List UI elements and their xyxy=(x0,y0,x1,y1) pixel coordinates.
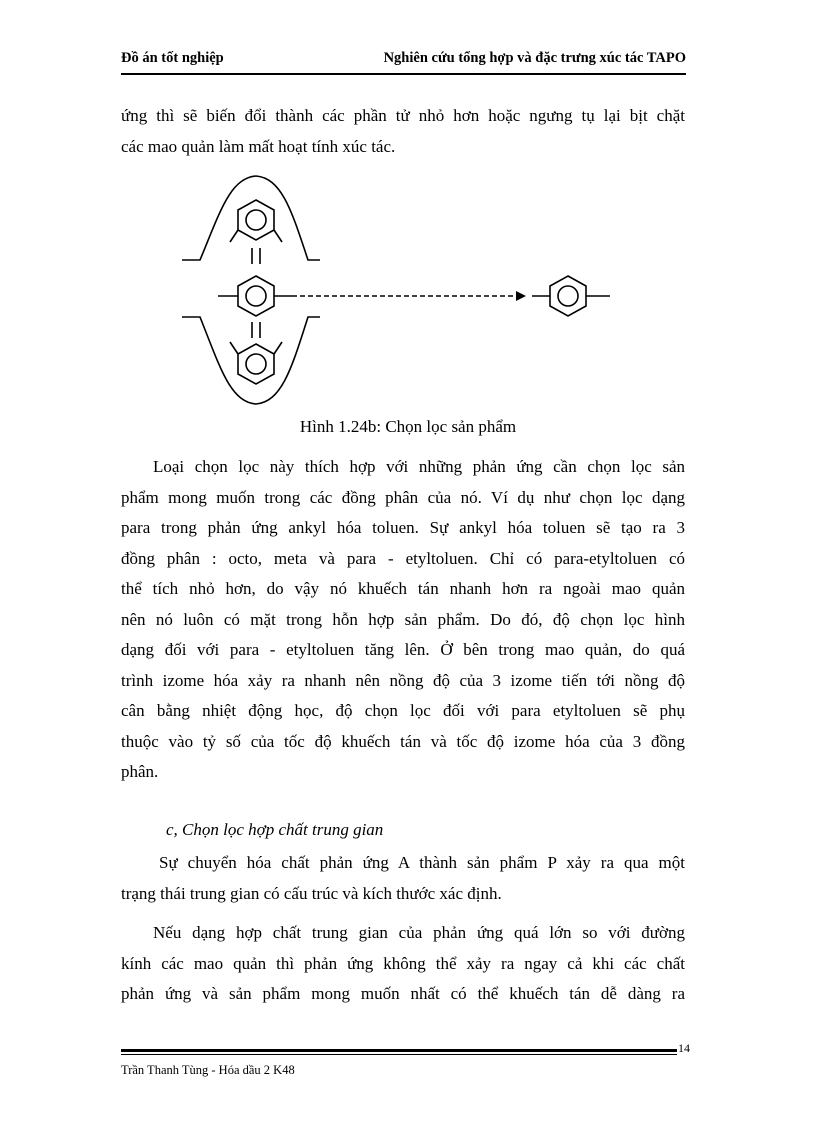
channel-wall-top xyxy=(182,176,320,260)
intro-line-2: các mao quản làm mất hoạt tính xúc tác. xyxy=(121,136,396,156)
para1-line: thể tích nhỏ hơn, do vậy nó khuếch tán nhanh hơn ra ngoài mao quản xyxy=(121,579,685,598)
channel-wall-bottom xyxy=(182,317,320,404)
para1-line: trình izome hóa xảy ra nhanh nên nồng độ của 3 izome tiến tới nồng độ xyxy=(121,670,685,690)
para1-line: phân. xyxy=(121,762,159,781)
para1-line: phẩm mong muốn trong các đồng phân của nó. Ví dụ như chọn lọc dạng xyxy=(121,487,685,507)
para3-line: phản ứng và sản phẩm mong muốn nhất có thể khuếch tán dễ dàng ra xyxy=(121,984,685,1003)
paragraph-intermediate xyxy=(121,848,685,909)
header-right-title: Nghiên cứu tổng hợp và đặc trưng xúc tác TAPO xyxy=(383,50,686,66)
para3-line: Nếu dạng hợp chất trung gian của phản ứng quá lớn so với đường xyxy=(153,923,685,942)
paragraph-pore-size xyxy=(121,918,685,1010)
page-header xyxy=(121,46,686,72)
para1-line: Loại chọn lọc này thích hợp với những phản ứng cần chọn lọc sản xyxy=(153,457,685,476)
header-divider xyxy=(121,73,686,75)
section-subheading: c, Chọn lọc hợp chất trung gian xyxy=(166,820,384,839)
ortho-ring-bottom xyxy=(230,342,282,384)
page-number: 14 xyxy=(678,1041,690,1055)
selectivity-figure xyxy=(180,172,620,412)
figure-caption: Hình 1.24b: Chọn lọc sản phẩm xyxy=(299,417,517,436)
para1-line: cân bằng nhiệt động học, độ chọn lọc đối với para etyltoluen sẽ phụ xyxy=(121,701,685,720)
footer-divider-thick xyxy=(121,1049,677,1052)
footer-divider-thin xyxy=(121,1054,677,1055)
selectivity-diagram xyxy=(180,172,620,412)
para2-line: Sự chuyển hóa chất phản ứng A thành sản phẩm P xảy ra qua một xyxy=(159,853,685,872)
para1-line: thuộc vào tỷ số của tốc độ khuếch tán và tốc độ izome hóa của 3 đồng xyxy=(121,731,685,751)
para1-line: nên nó luôn có mặt trong hỗn hợp sản phẩm. Do đó, độ chọn lọc hình xyxy=(121,609,685,629)
para-ring-product xyxy=(532,276,610,316)
ortho-ring-top xyxy=(230,200,282,242)
para2-line: trạng thái trung gian có cấu trúc và kích thước xác định. xyxy=(121,883,502,903)
arrow-head xyxy=(516,291,526,301)
header-left-title: Đồ án tốt nghiệp xyxy=(121,50,224,66)
para1-line: para trong phản ứng ankyl hóa toluen. Sự ankyl hóa toluen sẽ tạo ra 3 xyxy=(121,518,685,537)
para1-line: đồng phân : octo, meta và para - etyltoluen. Chỉ có para-etyltoluen có xyxy=(121,548,685,568)
para3-line: kính các mao quản thì phản ứng không thể xảy ra ngay cả khi các chất xyxy=(121,953,685,973)
intro-paragraph xyxy=(121,101,685,162)
paragraph-shape-selectivity xyxy=(121,452,685,788)
para-ring-center xyxy=(218,276,292,316)
para1-line: dạng đối với para - etyltoluen tăng lên. Ở bên trong mao quản, do quá xyxy=(121,640,685,659)
intro-line-1: ứng thì sẽ biến đổi thành các phần tử nhỏ hơn hoặc ngưng tụ lại bịt chặt xyxy=(121,106,685,125)
footer-author: Trần Thanh Tùng - Hóa dầu 2 K48 xyxy=(121,1063,295,1077)
